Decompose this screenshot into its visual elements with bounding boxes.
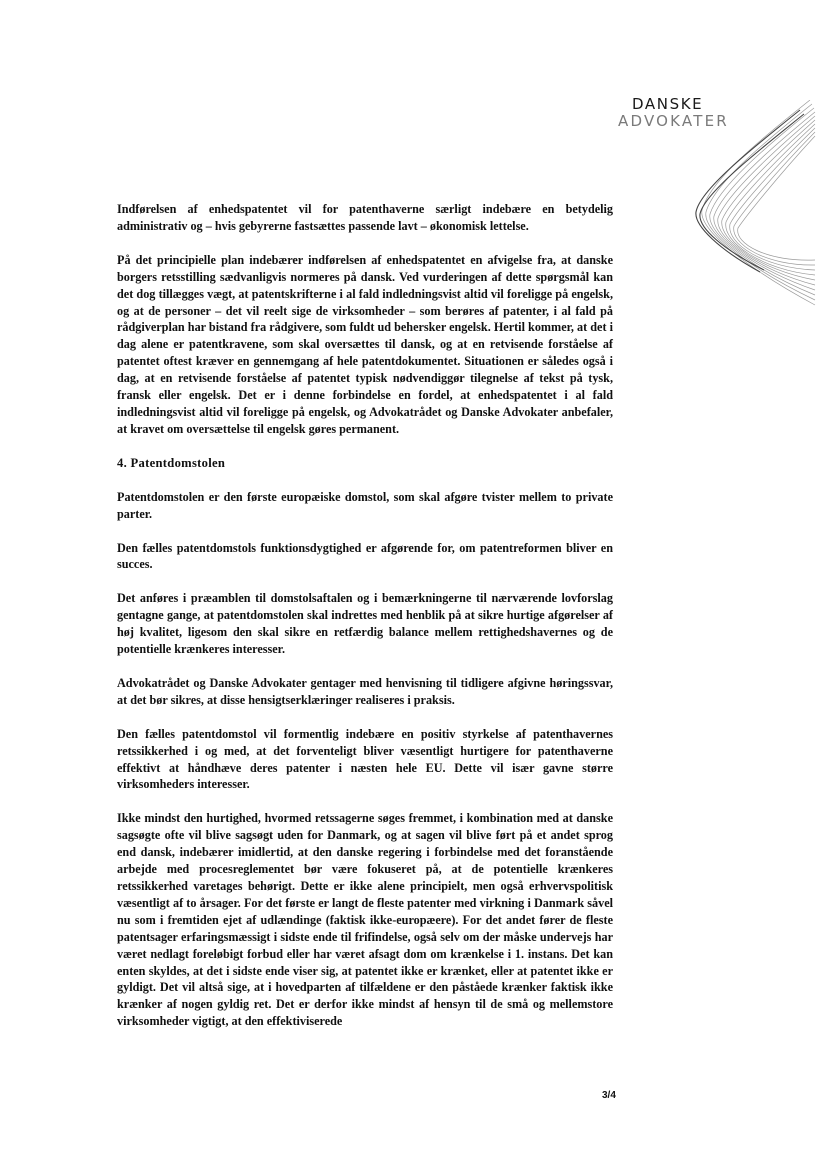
document-body [117, 201, 613, 1047]
page-number: 3/4 [602, 1090, 616, 1101]
paragraph-funktionsdygtighed: Den fælles patentdomstols funktionsdygtighed er afgørende for, om patentreformen bliver en succes. [117, 540, 613, 572]
section-heading-patentdomstolen: 4. Patentdomstolen [117, 455, 226, 470]
logo-swoosh-graphic [690, 100, 820, 320]
paragraph-hoeringssvar: Advokatrådet og Danske Advokater gentager med henvisning til tidligere afgivne høringssvar, at det bør sikres, at disse hensigtserklæringer realiseres i praksis. [117, 675, 613, 707]
paragraph-retssikkerhed: Den fælles patentdomstol vil formentlig indebære en positiv styrkelse af patenthavernes retssikkerhed i og med, at det forventeligt bliver væsentligt hurtigere for patenthaverne effektivt at håndhæve deres patenter i næsten hele EU. Dette vil især gavne større virksomheders interesser. [117, 726, 613, 792]
paragraph-enhedspatent-lettelse: Indførelsen af enhedspatentet vil for patenthaverne særligt indebære en betydelig administrativ og – hvis gebyrerne fastsættes passende lavt – økonomisk lettelse. [117, 202, 613, 233]
logo-text-danske: DANSKE [632, 95, 704, 113]
paragraph-foerste-domstol: Patentdomstolen er den første europæiske domstol, som skal afgøre tvister mellem to private parter. [117, 489, 613, 521]
paragraph-praeamblen: Det anføres i præamblen til domstolsaftalen og i bemærkningerne til nærværende lovforslag gentagne gange, at patentdomstolen skal indrettes med henblik på at sikre hurtige afgørelser af høj kvalitet, ligesom den skal sikre en retfærdig balance mellem rettighedshavernes og de potentielle krænkeres interesser. [117, 591, 613, 657]
paragraph-principielle-plan: På det principielle plan indebærer indførelsen af enhedspatentet en afvigelse fra, at danske borgers retsstilling sædvanligvis normeres på dansk. Ved vurderingen af dette spørgsmål kan det dog tillægges vægt, at patentskrifterne i al fald indledningsvist altid vil foreligge på engelsk, og at de personer – det vil reelt sige de virksomheder – som berøres af patenter, i al fald på rådgiverplan har bistand fra rådgivere, som fuldt ud behersker engelsk. Hertil kommer, at det i dag alene er patentkravene, som skal oversættes til dansk, og at en retvisende forståelse af patentet oftest kræver en gennemgang af hele patentdokumentet. Situationen er således også i dag, at en retvisende forståelse af patentet typisk nødvendiggør tilegnelse af tekst på tysk, fransk eller engelsk. Det er i denne forbindelse en fordel, at enhedspatentet i al fald indledningsvist altid vil foreligge på engelsk, og Advokatrådet og Danske Advokater anbefaler, at kravet om oversættelse til engelsk gøres permanent. [117, 252, 613, 436]
logo-text-advokater: ADVOKATER [618, 112, 729, 130]
paragraph-hurtighed: Ikke mindst den hurtighed, hvormed retssagerne søges fremmet, i kombination med at danske sagsøgte ofte vil blive sagsøgt uden for Danmark, og at sagen vil blive ført på et andet sprog end dansk, indebærer imidlertid, at den danske regering i forbindelse med det foranstående arbejde med procesreglementet bør være fokuseret på, at de potentielle krænkeres retssikkerhed varetages behørigt. Dette er ikke alene principielt, men også erhvervspolitisk væsentligt af to årsager. For det første er langt de fleste patenter med virkning i Danmark såvel nu som i fremtiden ejet af udlændinge (faktisk ikke-europæere). For det andet fører de fleste patentsager erfaringsmæssigt i sidste ende til frifindelse, også selv om der måske undervejs har været nedlagt foreløbigt forbud eller har været afsagt dom om krænkelse i 1. instans. Det kan enten skyldes, at det i sidste ende viser sig, at patentet ikke er krænket, eller at patentet ikke er gyldigt. Det vil altså sige, at i hovedparten af tilfældene er den påståede krænker faktisk ikke krænker af nogen gyldig ret. Det er derfor ikke mindst af hensyn til de små og mellemstore virksomheder vigtigt, at den effektiviserede [117, 811, 613, 1029]
